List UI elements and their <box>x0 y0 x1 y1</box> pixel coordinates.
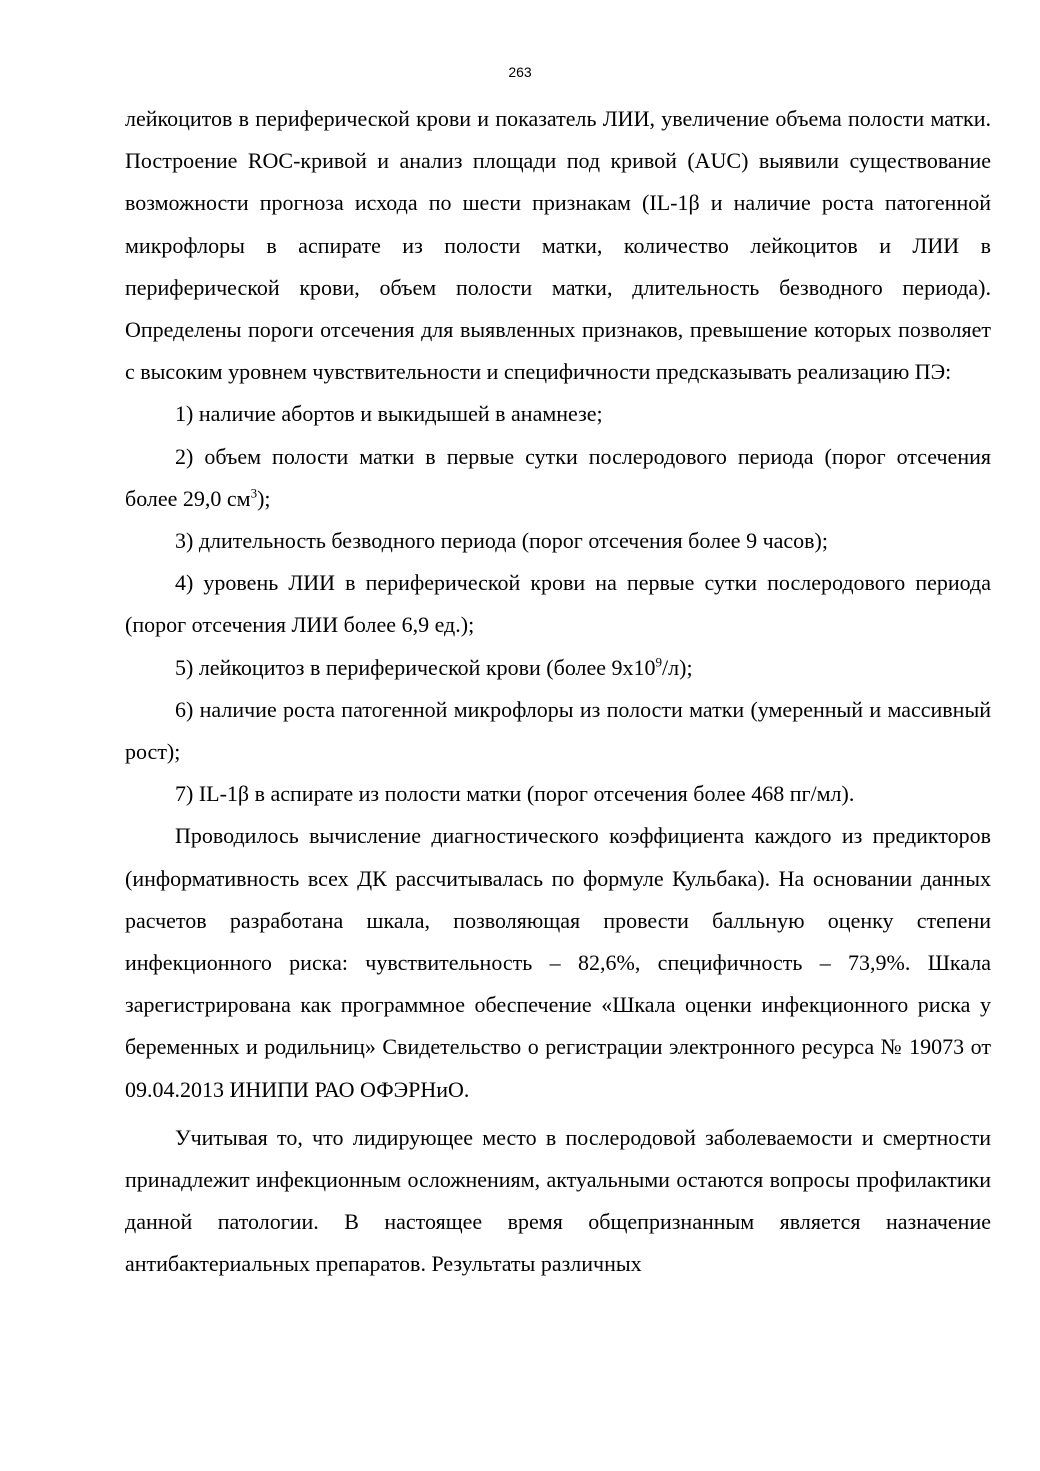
list-item: 5) лейкоцитоз в периферической крови (более $9х10^9/л$); <box>175 654 693 680</box>
document-body <box>125 98 991 1286</box>
paragraph: Проводилось вычисление диагностического коэффициента каждого из предикторов (информативность всех ДК рассчитывалась по формуле Кульбака). На основании данных расчетов разработана шкала, позволяющая провести балльную оценку степени инфекционного риска: чувствительность – 82,6%, специфичность – 73,9%. Шкала зарегистрирована как программное обеспечение «Шкала оценки инфекционного риска у беременных и родильниц» Свидетельство о регистрации электронного ресурса № 19073 от 09.04.2013 ИНИПИ РАО ОФЭРНиО. <box>125 823 991 1102</box>
list-item: 4) уровень ЛИИ в периферической крови на первые сутки послеродового периода (порог отсечения ЛИИ более 6,9 ед.); <box>125 570 991 638</box>
list-item: 7) IL-1β в аспирате из полости матки (порог отсечения более 468 пг/мл). <box>175 781 855 807</box>
paragraph: лейкоцитов в периферической крови и показатель ЛИИ, увеличение объема полости матки. Построение ROC-кривой и анализ площади под кривой (AUC) выявили существование возможности прогноза исхода по шести признакам (IL-1β и наличие роста патогенной микрофлоры в аспирате из полости матки, количество лейкоцитов и ЛИИ в периферической крови, объем полости матки, длительность безводного периода). Определены пороги отсечения для выявленных признаков, превышение которых позволяет с высоким уровнем чувствительности и специфичности предсказывать реализацию ПЭ: <box>125 106 991 385</box>
list-item: 2) объем полости матки в первые сутки послеродового периода (порог отсечения более 29,0 $см^3$); <box>125 443 991 511</box>
list-item: 6) наличие роста патогенной микрофлоры из полости матки (умеренный и массивный рост); <box>125 696 991 765</box>
list-item: 1) наличие абортов и выкидышей в анамнезе; <box>175 401 603 427</box>
list-item: 3) длительность безводного периода (порог отсечения более 9 часов); <box>175 528 828 554</box>
page-number: 263 <box>508 64 532 80</box>
paragraph: Учитывая то, что лидирующее место в послеродовой заболеваемости и смертности принадлежит инфекционным осложнениям, актуальными остаются вопросы профилактики данной патологии. В настоящее время общепризнанным является назначение антибактериальных препаратов. Результаты различных <box>125 1124 991 1277</box>
